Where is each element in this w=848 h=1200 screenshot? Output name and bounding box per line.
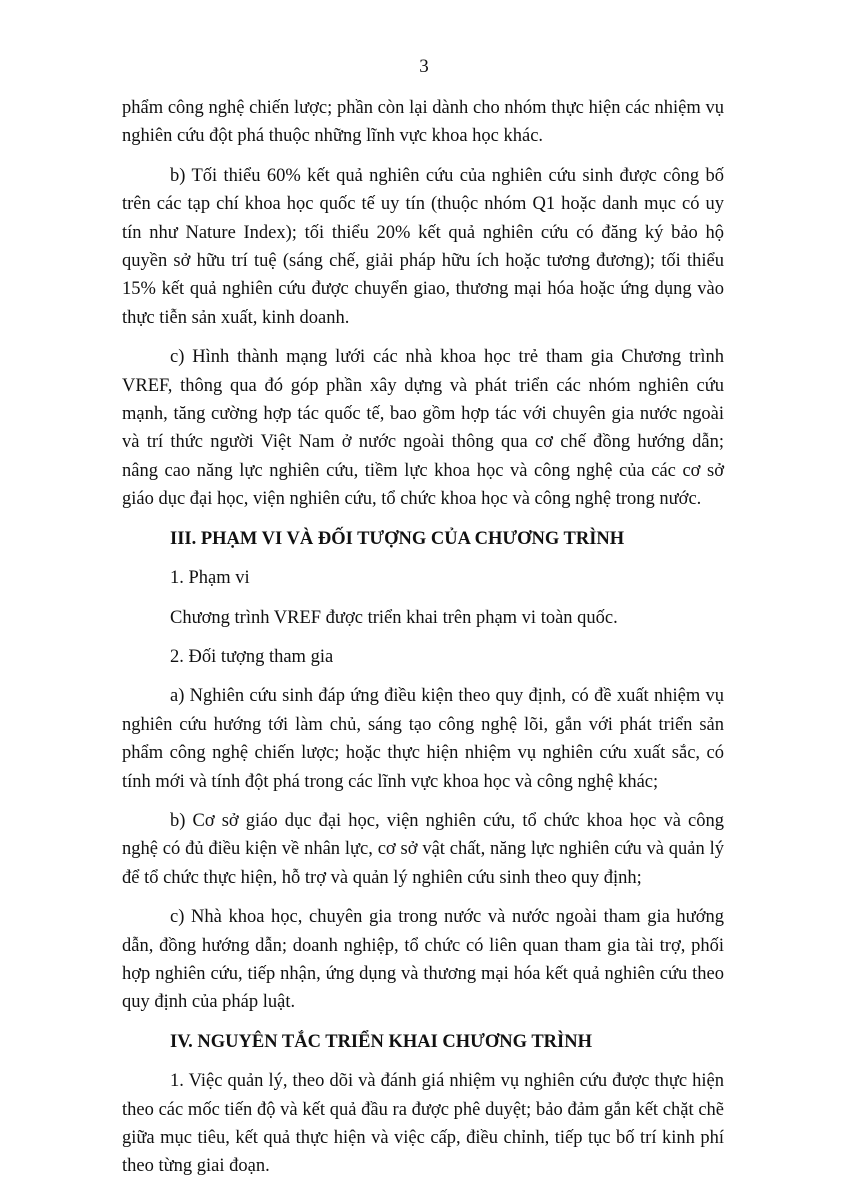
paragraph-gap (122, 1017, 724, 1028)
paragraph-gap (122, 332, 724, 343)
paragraph-gap (122, 514, 724, 525)
section-heading-iii: III. PHẠM VI VÀ ĐỐI TƯỢNG CỦA CHƯƠNG TRÌNH (170, 528, 625, 549)
paragraph-gap (122, 151, 724, 162)
paragraph-gap (122, 671, 724, 682)
paragraph-item-b-targets: b) Tối thiểu 60% kết quả nghiên cứu của nghiên cứu sinh được công bố trên các tạp chí khoa học quốc tế uy tín (thuộc nhóm Q1 hoặc danh mục có uy tín như Nature Index); tối thiểu 20% kết quả nghiên cứu có đăng ký bảo hộ quyền sở hữu trí tuệ (sáng chế, giải pháp hữu ích hoặc tương đương); tối thiểu 15% kết quả nghiên cứu được chuyển giao, thương mại hóa hoặc ứng dụng vào thực tiễn sản xuất, kinh doanh. (122, 165, 724, 328)
paragraph-gap (122, 796, 724, 807)
subheading-scope: 1. Phạm vi (170, 568, 250, 589)
paragraph-participant-a: a) Nghiên cứu sinh đáp ứng điều kiện theo quy định, có đề xuất nhiệm vụ nghiên cứu hướng tới làm chủ, sáng tạo công nghệ lõi, gắn với phát triển sản phẩm công nghệ chiến lược; hoặc thực hiện nhiệm vụ nghiên cứu xuất sắc, có tính mới và tính đột phá trong các lĩnh vực khoa học và công nghệ khác; (122, 686, 724, 792)
subheading-participants: 2. Đối tượng tham gia (170, 646, 334, 667)
paragraph-gap (122, 1056, 724, 1067)
paragraph-item-c-network: c) Hình thành mạng lưới các nhà khoa học trẻ tham gia Chương trình VREF, thông qua đó góp phần xây dựng và phát triển các nhóm nghiên cứu mạnh, tăng cường hợp tác quốc tế, bao gồm hợp tác với chuyên gia nước ngoài và trí thức người Việt Nam ở nước ngoài thông qua cơ chế đồng hướng dẫn; nâng cao năng lực nghiên cứu, tiềm lực khoa học và công nghệ của các cơ sở giáo dục đại học, viện nghiên cứu, tổ chức khoa học và công nghệ trong nước. (122, 347, 724, 510)
section-heading-iv: IV. NGUYÊN TẮC TRIỂN KHAI CHƯƠNG TRÌNH (170, 1031, 592, 1052)
paragraph-participant-c: c) Nhà khoa học, chuyên gia trong nước và nước ngoài tham gia hướng dẫn, đồng hướng dẫn; doanh nghiệp, tổ chức có liên quan tham gia tài trợ, phối hợp nghiên cứu, tiếp nhận, ứng dụng và thương mại hóa kết quả nghiên cứu theo quy định của pháp luật. (122, 907, 724, 1013)
page-number: 3 (419, 56, 429, 77)
paragraph-participant-b: b) Cơ sở giáo dục đại học, viện nghiên cứu, tổ chức khoa học và công nghệ có đủ điều kiện về nhân lực, cơ sở vật chất, năng lực nghiên cứu và quản lý để tổ chức thực hiện, hỗ trợ và quản lý nghiên cứu sinh theo quy định; (122, 810, 724, 888)
paragraph-gap (122, 632, 724, 643)
paragraph-gap (122, 892, 724, 903)
paragraph-gap (122, 553, 724, 564)
paragraph-principle-1: 1. Việc quản lý, theo dõi và đánh giá nhiệm vụ nghiên cứu được thực hiện theo các mốc tiến độ và kết quả đầu ra được phê duyệt; bảo đảm gắn kết chặt chẽ giữa mục tiêu, kết quả thực hiện và việc cấp, điều chỉnh, tiếp tục bố trí kinh phí theo từng giai đoạn. (122, 1071, 724, 1177)
paragraph-scope: Chương trình VREF được triển khai trên phạm vi toàn quốc. (170, 607, 618, 628)
document-body (122, 94, 724, 1181)
paragraph-gap (122, 593, 724, 604)
paragraph-continuation: phẩm công nghệ chiến lược; phần còn lại dành cho nhóm thực hiện các nhiệm vụ nghiên cứu đột phá thuộc những lĩnh vực khoa học khác. (122, 98, 724, 147)
